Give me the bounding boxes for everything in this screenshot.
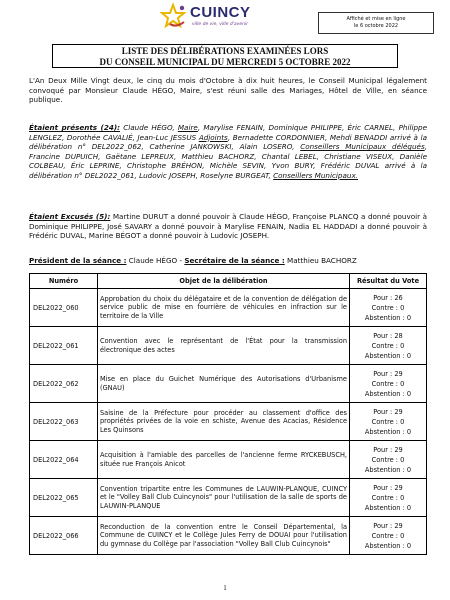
deliberation-object: Convention tripartite entre les Communes de LAUWIN-PLANQUE, CUINCY et le "Volley Ball Club Cuincynois" pour l'utilisation de la salle de sports de LAUWIN-PLANQUE — [98, 479, 350, 517]
deliberation-number: DEL2022_066 — [30, 517, 98, 555]
vote-pour: Pour : 29 — [373, 369, 403, 378]
deliberation-number: DEL2022_063 — [30, 403, 98, 441]
table-row — [30, 517, 427, 555]
deliberation-object: Convention avec le représentant de l'État pour la transmission électronique des actes — [98, 327, 350, 365]
present-label: Étaient présents (24): — [29, 123, 120, 132]
title-line-2: DU CONSEIL MUNICIPAL DU MERCREDI 5 OCTOBRE 2022 — [99, 57, 351, 67]
logo-tagline: ville de vie, ville d'avenir — [192, 22, 249, 27]
stamp-line-1: Affiché et mise en ligne — [346, 16, 406, 22]
vote-abst: Abstention : 0 — [364, 351, 412, 360]
header-objet: Objet de la délibération — [98, 274, 350, 289]
vote-contre: Contre : 0 — [371, 455, 405, 464]
present-text: Claude HÉGO, Maire, Marylise FENAIN, Dominique PHILIPPE, Éric CARNEL, Philippe LENGLEZ, Dorothée CAVALIÉ, Jean-Luc JESSUS Adjoints, Bernadette CORDONNIER, Mehdi BENADDI arrivé à la délibération n° DEL2022_062, Catherine JANKOWSKI, Alain LOSERO, Conseillers Municipaux délégués, Francine DUPUICH, Gaëtane LEPREUX, Matthieu BACHORZ, Chantal LEBEL, Christiane VISEUX, Danièle COLBEAU, Éric LEPRINE, Christophe BRÉHON, Michèle SEVIN, Yvon BURY, Frédéric DUVAL arrivé à la délibération n° DEL2022_061, Ludovic JOSEPH, Roselyne BURGEAT, Conseillers Municipaux. — [29, 123, 428, 180]
session-officers — [29, 256, 427, 265]
vote-result — [350, 517, 427, 555]
deliberation-object: Acquisition à l'amiable des parcelles de l'ancienne ferme RYCKEBUSCH, située rue François Anicot — [98, 441, 350, 479]
header-resultat: Résultat du Vote — [350, 274, 427, 289]
vote-contre: Contre : 0 — [371, 417, 405, 426]
vote-abst: Abstention : 0 — [364, 313, 412, 322]
excused-text: Martine DURUT a donné pouvoir à Claude HÉGO, Françoise PLANCQ a donné pouvoir à Dominique PHILIPPE, José SAVARY a donné pouvoir à Marylise FENAIN, Nadia EL HADDADI a donné pouvoir à Frédéric DUVAL, Marine BÉGOT a donné pouvoir à Ludovic JOSEPH. — [29, 212, 427, 241]
vote-result — [350, 289, 427, 327]
deliberations-table — [29, 273, 427, 555]
deliberation-object: Saisine de la Préfecture pour procéder au classement d'office des propriétés privées de la voie en schiste, Avenue des Acacias, Résidence Les Quinsons — [98, 403, 350, 441]
deliberation-number: DEL2022_062 — [30, 365, 98, 403]
excused-paragraph — [29, 212, 427, 241]
deliberation-object: Mise en place du Guichet Numérique des Autorisations d'Urbanisme (GNAU) — [98, 365, 350, 403]
secretary-label: Secrétaire de la séance : — [184, 256, 285, 265]
vote-abst: Abstention : 0 — [364, 465, 412, 474]
vote-contre: Contre : 0 — [371, 493, 405, 502]
vote-contre: Contre : 0 — [371, 341, 405, 350]
vote-pour: Pour : 28 — [373, 331, 403, 340]
vote-abst: Abstention : 0 — [364, 389, 412, 398]
table-row — [30, 365, 427, 403]
vote-pour: Pour : 29 — [373, 445, 403, 454]
publication-stamp — [318, 12, 434, 34]
cuincy-logo — [160, 2, 280, 32]
deliberation-object: Approbation du choix du délégataire et de la convention de délégation de service public de mise en fourrière de véhicules en infraction sur le territoire de la Ville — [98, 289, 350, 327]
title-line-1: LISTE DES DÉLIBÉRATIONS EXAMINÉES LORS — [121, 46, 329, 56]
document-title — [52, 44, 398, 68]
vote-contre: Contre : 0 — [371, 379, 405, 388]
vote-abst: Abstention : 0 — [364, 541, 412, 550]
logo-name: CUINCY — [190, 4, 251, 21]
vote-abst: Abstention : 0 — [364, 503, 412, 512]
intro-paragraph: L'An Deux Mille Vingt deux, le cinq du mois d'Octobre à dix huit heures, le Conseil Municipal légalement convoqué par Monsieur Claude HÉGO, Maire, s'est réuni salle des Mariages, Hôtel de Ville, en séance publique. — [29, 76, 427, 105]
table-row — [30, 327, 427, 365]
table-row — [30, 479, 427, 517]
president-label: Président de la séance : — [29, 256, 127, 265]
deliberation-number: DEL2022_064 — [30, 441, 98, 479]
header-numero: Numéro — [30, 274, 98, 289]
deliberation-number: DEL2022_065 — [30, 479, 98, 517]
table-row — [30, 403, 427, 441]
vote-result — [350, 441, 427, 479]
stamp-line-2: le 6 octobre 2022 — [353, 23, 399, 29]
vote-result — [350, 365, 427, 403]
deliberation-number: DEL2022_061 — [30, 327, 98, 365]
president-name: Claude HÉGO - — [126, 256, 185, 265]
vote-pour: Pour : 29 — [373, 483, 403, 492]
vote-result — [350, 403, 427, 441]
page-number: 1 — [223, 584, 227, 592]
vote-pour: Pour : 29 — [373, 407, 403, 416]
vote-contre: Contre : 0 — [371, 531, 405, 540]
excused-label: Étaient Excusés (5): — [29, 212, 111, 221]
logo-star-icon — [160, 2, 190, 32]
deliberation-number: DEL2022_060 — [30, 289, 98, 327]
vote-pour: Pour : 29 — [373, 521, 403, 530]
present-paragraph — [29, 123, 427, 181]
table-row — [30, 289, 427, 327]
vote-abst: Abstention : 0 — [364, 427, 412, 436]
table-row — [30, 441, 427, 479]
vote-contre: Contre : 0 — [371, 303, 405, 312]
vote-result — [350, 327, 427, 365]
vote-pour: Pour : 26 — [373, 293, 403, 302]
secretary-name: Matthieu BACHORZ — [284, 256, 357, 265]
table-header-row — [30, 274, 427, 289]
deliberation-object: Reconduction de la convention entre le Conseil Départemental, la Commune de CUINCY et le Collège Jules Ferry de DOUAI pour l'utilisation du gymnase du Collège par l'association "Volley Ball Club Cuincynois" — [98, 517, 350, 555]
vote-result — [350, 479, 427, 517]
